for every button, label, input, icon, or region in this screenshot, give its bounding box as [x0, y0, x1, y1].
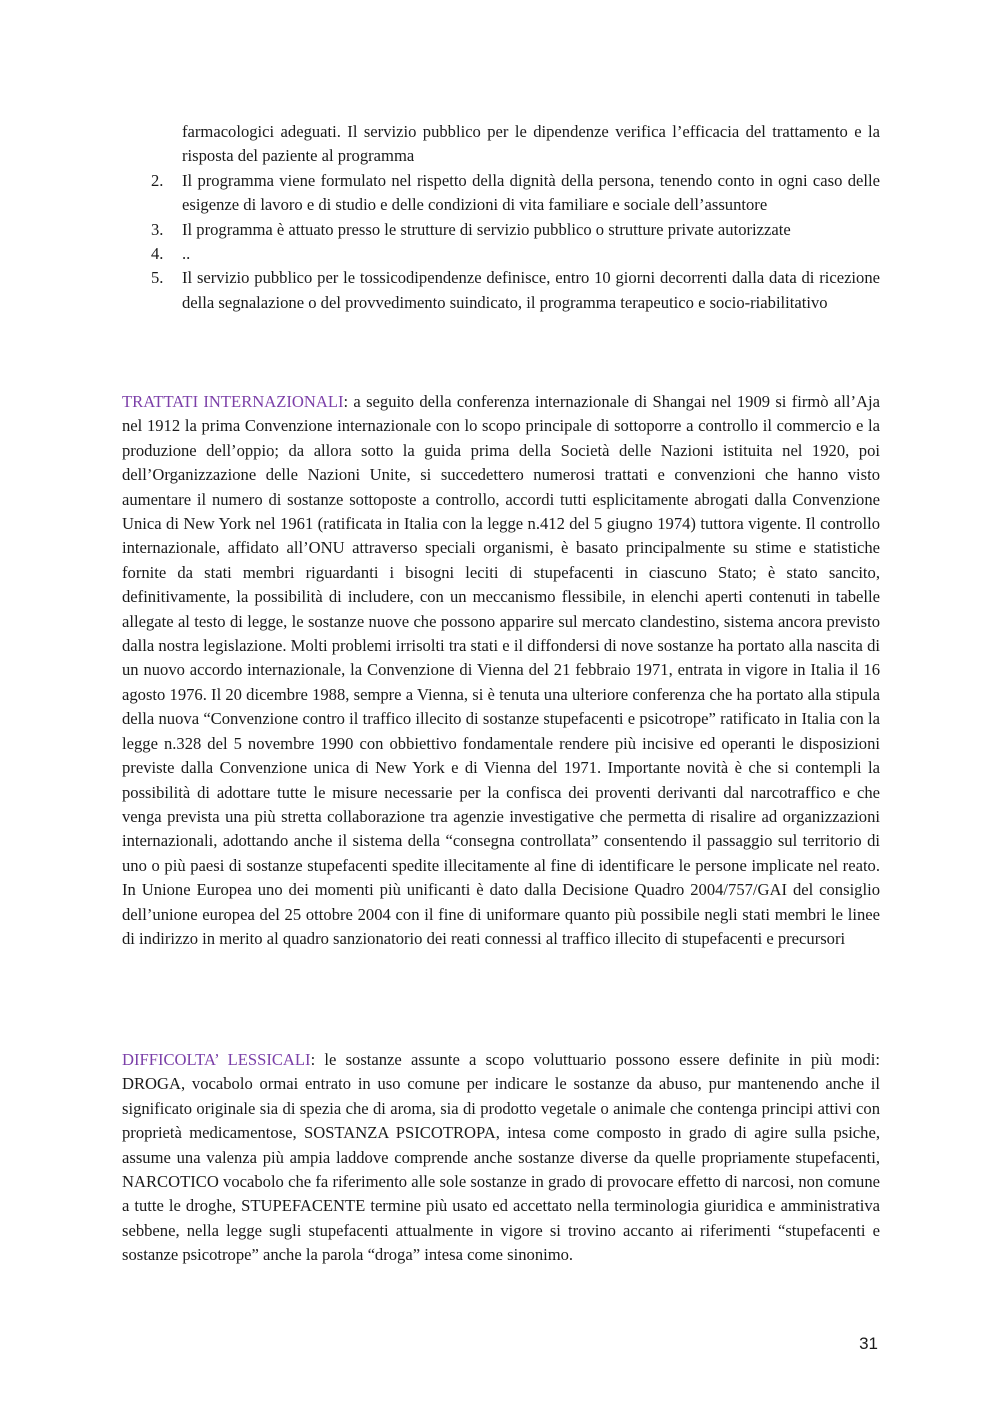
- treaties-heading: TRATTATI INTERNAZIONALI: [122, 392, 344, 411]
- lexical-heading: DIFFICOLTA’ LESSICALI: [122, 1050, 311, 1069]
- list-text: Il programma è attuato presso le strutture di servizio pubblico o strutture private autorizzate: [182, 219, 791, 239]
- lexical-body: : le sostanze assunte a scopo voluttuario possono essere definite in più modi: DROGA, vocabolo ormai entrato in uso comune per indicare le sostanze da abuso, pur mantenendo anche il significato originale sia di spezia che di aroma, sia di prodotto vegetale o animale che contenga principi attivi con proprietà medicamentose, SOSTANZA PSICOTROPA, intesa come composto in grado di agire sulla psiche, assume una valenza più ampia laddove comprende anche sostanze diverse da quelle propriamente stupefacenti, NARCOTICO vocabolo che fa riferimento alle sole sostanze in grado di provocare effetto di narcosi, non comune a tutte le droghe, STUPEFACENTE termine più usato ed accettato nella terminologia giuridica e amministrativa sebbene, nella legge sugli stupefacenti attualmente in vigore si trovino accanto ai riferimenti “stupefacenti e sostanze psicotrope” anche la parola “droga” intesa come sinonimo.: [122, 1050, 880, 1265]
- list-item: [122, 242, 880, 266]
- lexical-paragraph: [122, 1048, 880, 1268]
- list-number: 3.: [151, 219, 164, 239]
- treaties-body: : a seguito della conferenza internazionale di Shangai nel 1909 si firmò all’Aja nel 1912 la prima Convenzione internazionale con lo scopo principale di sottoporre a controllo il commercio e la produzione dell’oppio; da allora sotto la guida prima della Società delle Nazioni istituita nel 1920, poi dell’Organizzazione delle Nazioni Unite, si succedettero numerosi trattati e convenzioni che hanno visto aumentare il numero di sostanze sottoposte a controllo, accordi tutti esplicitamente abrogati dalla Convenzione Unica di New York nel 1961 (ratificata in Italia con la legge n.412 del 5 giugno 1974) tuttora vigente. Il controllo internazionale, affidato all’ONU attraverso speciali organismi, è basato principalmente su stime e statistiche fornite da stati membri riguardanti i bisogni leciti di stupefacenti in ciascuno Stato; è stato sancito, definitivamente, la possibilità di includere, con un meccanismo flessibile, in elenchi aperti contenuti in tabelle allegate al testo di legge, le sostanze nuove che possono apparire sul mercato clandestino, sistema ancora previsto dalla nostra legislazione. Molti problemi irrisolti tra stati e il diffondersi di nove sostanze ha portato alla nascita di un nuovo accordo internazionale, la Convenzione di Vienna del 21 febbraio 1971, entrata in vigore in Italia il 16 agosto 1976. Il 20 dicembre 1988, sempre a Vienna, si è tenuta una ulteriore conferenza che ha portato alla stipula della nuova “Convenzione contro il traffico illecito di sostanze stupefacenti e psicotrope” ratificato in Italia con la legge n.328 del 5 novembre 1990 con obbiettivo fondamentale rendere più incisive ed operanti le disposizioni previste dalla Convenzione unica di New York e di Vienna del 1971. Importante novità è che si contempli la possibilità di adottare tutte le misure necessarie per la confisca dei proventi derivanti dal narcotraffico e che venga prevista una più stretta collaborazione tra agenzie investigative che permetta di risalire ad organizzazioni internazionali, adottando anche il sistema della “consegna controllata” consentendo il passaggio sul territorio di uno o più paesi di sostanze stupefacenti spedite illecitamente al fine di identificare le persone implicate nel reato. In Unione Europea uno dei momenti più unificanti è dato dalla Decisione Quadro 2004/757/GAI del consiglio dell’unione europea del 25 ottobre 2004 con il fine di uniformare quanto più possibile negli stati membri le linee di indirizzo in merito al quadro sanzionatorio dei reati connessi al traffico illecito di stupefacenti e precursori: [122, 392, 880, 948]
- list-number: 4.: [151, 244, 164, 264]
- list-text: farmacologici adeguati. Il servizio pubblico per le dipendenze verifica l’efficacia del trattamento e la risposta del paziente al programma: [182, 122, 880, 166]
- list-text: Il programma viene formulato nel rispetto della dignità della persona, tenendo conto in ogni caso delle esigenze di lavoro e di studio e delle condizioni di vita familiare e sociale dell’assuntore: [182, 170, 880, 215]
- page-number: 31: [859, 1334, 878, 1353]
- list-number: 2.: [151, 170, 164, 190]
- list-text: Il servizio pubblico per le tossicodipendenze definisce, entro 10 giorni decorrenti dalla data di ricezione della segnalazione o del provvedimento suindicato, il programma terapeutico e socio-riabilitativo: [182, 268, 880, 312]
- numbered-list: [122, 120, 880, 315]
- list-text: ..: [182, 244, 191, 264]
- list-item: [122, 120, 880, 169]
- list-item: [122, 218, 880, 242]
- list-item: [122, 169, 880, 218]
- list-number: 5.: [151, 268, 164, 288]
- treaties-paragraph: [122, 390, 880, 951]
- list-item: [122, 266, 880, 315]
- list-number: [122, 120, 182, 169]
